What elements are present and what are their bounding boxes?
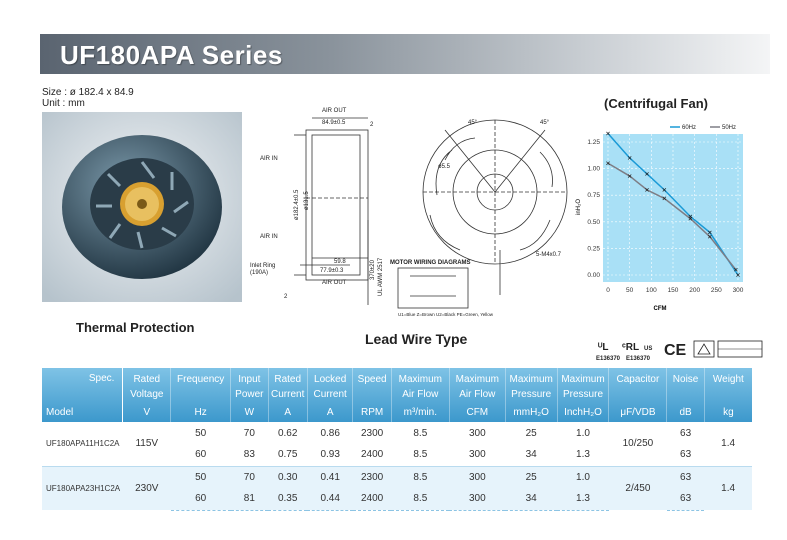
column-unit: kg bbox=[723, 407, 734, 418]
page-title: UF180APA Series bbox=[60, 40, 283, 70]
table-cell: 34 bbox=[505, 444, 557, 466]
column-unit: InchH₂O bbox=[564, 407, 602, 418]
column-header bbox=[123, 368, 171, 422]
angle-two: 45° bbox=[540, 120, 550, 126]
table-cell: 70 bbox=[231, 466, 268, 488]
table-cell: 63 bbox=[667, 422, 704, 444]
thermal-protection-label: Thermal Protection bbox=[76, 320, 195, 335]
column-header-line: Air Flow bbox=[459, 389, 496, 400]
column-header-line: Voltage bbox=[130, 389, 164, 400]
table-cell: 83 bbox=[231, 444, 268, 466]
air-in-top: AIR IN bbox=[260, 156, 278, 162]
us-mark: US bbox=[644, 346, 653, 352]
column-header-line: Current bbox=[313, 389, 347, 400]
y-tick-label: 1.00 bbox=[587, 165, 600, 173]
column-header-line: Maximum bbox=[561, 374, 605, 385]
table-cell: 2300 bbox=[353, 466, 391, 488]
table-cell: 70 bbox=[231, 422, 268, 444]
y-tick-label: 1.25 bbox=[587, 139, 600, 146]
angle-one: 45° bbox=[468, 120, 478, 126]
table-cell: 300 bbox=[449, 488, 505, 510]
spec-model-header bbox=[42, 368, 123, 422]
column-header bbox=[557, 368, 609, 422]
table-cell: 63 bbox=[667, 444, 704, 466]
column-header-line: Pressure bbox=[562, 389, 603, 400]
dim-two: 2 bbox=[370, 122, 374, 128]
wiring-title: MOTOR WIRING DIAGRAMS bbox=[390, 260, 471, 266]
x-tick-label: 200 bbox=[689, 287, 701, 294]
table-cell: 25 bbox=[505, 422, 557, 444]
dim-inner: 77.9±0.3 bbox=[320, 268, 344, 274]
column-header-line: Current bbox=[271, 389, 305, 400]
air-in-bottom: AIR IN bbox=[260, 234, 278, 240]
x-tick-label: 100 bbox=[645, 287, 657, 294]
table-cell: 1.3 bbox=[557, 488, 609, 510]
air-out-top: AIR OUT bbox=[322, 108, 347, 114]
table-cell: 81 bbox=[231, 488, 268, 510]
table-cell: 1.0 bbox=[557, 466, 609, 488]
legend-label: 60Hz bbox=[682, 125, 697, 131]
model-cell: UF180APA23H1C2A bbox=[42, 466, 123, 510]
table-row bbox=[42, 422, 752, 444]
column-header-line: Air Flow bbox=[402, 389, 439, 400]
column-header-line: Capacitor bbox=[616, 374, 660, 385]
column-unit: dB bbox=[679, 407, 692, 418]
spec-label: Spec. bbox=[88, 373, 115, 384]
column-unit: A bbox=[284, 407, 292, 418]
table-cell: 0.75 bbox=[268, 444, 307, 466]
dim-diameter-inner: ø131.5 bbox=[304, 191, 310, 210]
column-header bbox=[449, 368, 505, 422]
table-cell: 1.3 bbox=[557, 444, 609, 466]
table-cell: 60 bbox=[171, 488, 231, 510]
column-header bbox=[231, 368, 268, 422]
column-unit: A bbox=[326, 407, 334, 418]
hole-dia: ø5.5 bbox=[438, 164, 451, 170]
spec-table bbox=[42, 368, 752, 511]
voltage-cell: 115V bbox=[123, 422, 171, 466]
lead-wire-type-label: Lead Wire Type bbox=[365, 331, 468, 347]
table-cell: 60 bbox=[171, 444, 231, 466]
ul-mark-icon: ᵁL bbox=[598, 342, 609, 353]
table-cell: 0.35 bbox=[268, 488, 307, 510]
table-cell: 300 bbox=[449, 444, 505, 466]
size-line: Size : ø 182.4 x 84.9 bbox=[42, 87, 134, 98]
table-cell: 2400 bbox=[353, 444, 391, 466]
capacitor-cell: 10/250 bbox=[609, 422, 667, 466]
table-cell: 0.44 bbox=[307, 488, 353, 510]
wire-length: 370±20 bbox=[370, 260, 376, 280]
y-tick-label: 0.50 bbox=[587, 218, 600, 226]
column-header bbox=[667, 368, 704, 422]
column-header bbox=[353, 368, 391, 422]
table-cell: 8.5 bbox=[391, 488, 449, 510]
column-header-line: Locked bbox=[314, 374, 347, 385]
table-cell: 300 bbox=[449, 466, 505, 488]
column-header-line: Frequency bbox=[177, 374, 225, 385]
column-header-line: Weight bbox=[712, 374, 744, 385]
model-label: Model bbox=[46, 407, 74, 418]
x-tick-label: 300 bbox=[732, 287, 744, 294]
column-header-line: Maximum bbox=[455, 374, 499, 385]
table-cell: 8.5 bbox=[391, 466, 449, 488]
column-header bbox=[268, 368, 307, 422]
y-tick-label: 0.25 bbox=[587, 245, 600, 253]
wire-spec: UL AWM 2517 bbox=[378, 257, 384, 296]
column-header bbox=[307, 368, 353, 422]
table-row bbox=[42, 466, 752, 488]
x-tick-label: 150 bbox=[667, 287, 679, 294]
column-header-line: Rated bbox=[133, 374, 161, 385]
y-tick-label: 0.75 bbox=[587, 192, 600, 200]
column-header bbox=[609, 368, 667, 422]
table-cell: 0.86 bbox=[307, 422, 353, 444]
column-header-line: Power bbox=[235, 389, 264, 400]
capacitor-cell: 2/450 bbox=[609, 466, 667, 510]
y-axis-label: inH₂O bbox=[576, 199, 582, 215]
inlet-ring-size: (190A) bbox=[250, 270, 269, 276]
table-cell: 2300 bbox=[353, 422, 391, 444]
column-header bbox=[171, 368, 231, 422]
fan-photo bbox=[42, 112, 242, 302]
column-unit: CFM bbox=[466, 407, 489, 418]
column-header-line: Noise bbox=[672, 374, 699, 385]
dim-two-b: 2 bbox=[284, 294, 288, 300]
table-cell: 8.5 bbox=[391, 444, 449, 466]
column-header-line: Maximum bbox=[509, 374, 553, 385]
unit-line: Unit : mm bbox=[42, 98, 85, 109]
table-cell: 50 bbox=[171, 466, 231, 488]
legend-label: 50Hz bbox=[722, 125, 737, 131]
dim-offset: 59.8 bbox=[334, 259, 346, 265]
table-cell: 63 bbox=[667, 488, 704, 510]
performance-chart bbox=[560, 112, 760, 322]
table-cell: 2400 bbox=[353, 488, 391, 510]
table-cell: 0.30 bbox=[268, 466, 307, 488]
table-cell: 8.5 bbox=[391, 422, 449, 444]
column-unit: m³/min. bbox=[403, 407, 437, 418]
dimension-drawing bbox=[250, 100, 580, 320]
y-tick-label: 0.00 bbox=[587, 272, 600, 279]
dim-width: 84.9±0.5 bbox=[322, 120, 346, 126]
column-unit: W bbox=[244, 407, 255, 418]
ul-code: E136370 bbox=[596, 356, 621, 362]
title-bar bbox=[40, 34, 770, 74]
column-header bbox=[505, 368, 557, 422]
column-header bbox=[391, 368, 449, 422]
table-cell: 50 bbox=[171, 422, 231, 444]
column-unit: RPM bbox=[361, 407, 384, 418]
table-cell: 63 bbox=[667, 466, 704, 488]
x-tick-label: 50 bbox=[626, 287, 634, 294]
dim-diameter: ø182.4±0.5 bbox=[294, 189, 300, 220]
weight-cell: 1.4 bbox=[704, 466, 752, 510]
column-header-line: Maximum bbox=[398, 374, 442, 385]
x-tick-label: 250 bbox=[710, 287, 722, 294]
column-header-line: Pressure bbox=[511, 389, 552, 400]
table-cell: 34 bbox=[505, 488, 557, 510]
table-cell: 1.0 bbox=[557, 422, 609, 444]
voltage-cell: 230V bbox=[123, 466, 171, 510]
certification-marks bbox=[594, 338, 766, 362]
x-tick-label: 0 bbox=[606, 287, 610, 294]
ce-mark: CE bbox=[664, 342, 687, 359]
size-info bbox=[42, 87, 134, 109]
column-unit: mmH₂O bbox=[513, 407, 549, 418]
table-cell: 0.62 bbox=[268, 422, 307, 444]
column-header-line: Rated bbox=[274, 374, 302, 385]
column-unit: μF/VDB bbox=[620, 407, 656, 418]
column-unit: Hz bbox=[194, 407, 207, 418]
wiring-legend: U1=Blue Z=Brown U2=Black PE=Green, Yellow bbox=[398, 312, 494, 317]
column-unit: V bbox=[143, 407, 151, 418]
table-cell: 0.93 bbox=[307, 444, 353, 466]
column-header-line: Input bbox=[238, 374, 261, 385]
screw-spec: 5-M4x0.7 bbox=[536, 252, 562, 258]
weight-cell: 1.4 bbox=[704, 422, 752, 466]
x-axis-label: CFM bbox=[653, 306, 667, 312]
model-cell: UF180APA11H1C2A bbox=[42, 422, 123, 466]
air-out-bottom: AIR OUT bbox=[322, 280, 347, 286]
table-cell: 300 bbox=[449, 422, 505, 444]
column-header bbox=[704, 368, 752, 422]
inlet-ring: Inlet Ring bbox=[250, 263, 276, 269]
table-cell: 0.41 bbox=[307, 466, 353, 488]
chart-title: (Centrifugal Fan) bbox=[604, 96, 708, 111]
cul-code: E136370 bbox=[626, 356, 651, 362]
cul-mark-icon: ᶜRL bbox=[622, 342, 640, 353]
table-cell: 25 bbox=[505, 466, 557, 488]
column-header-line: Speed bbox=[357, 374, 387, 385]
